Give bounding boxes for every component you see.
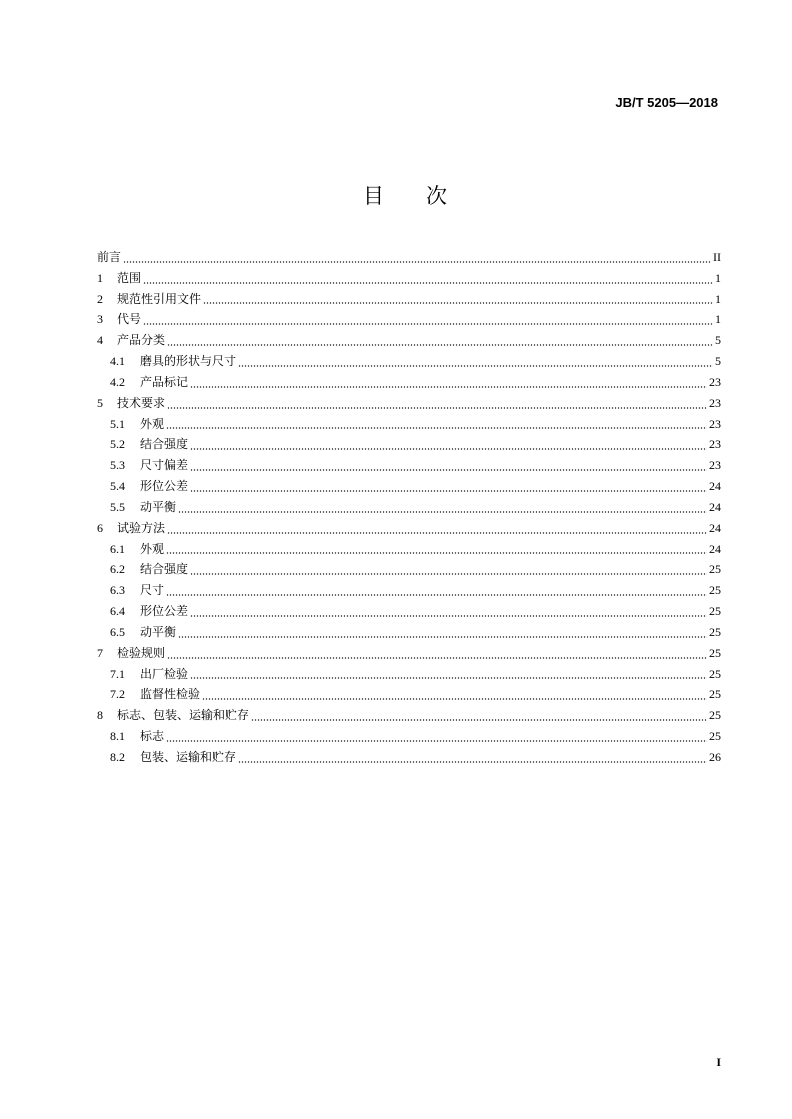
toc-entry-title: 结合强度 xyxy=(140,562,189,577)
toc-entry-number: 6 xyxy=(97,520,103,535)
toc-entry xyxy=(97,539,721,560)
toc-leader-dots xyxy=(190,469,707,471)
toc-entry xyxy=(97,726,721,747)
toc-entry-number: 5 xyxy=(97,395,103,410)
table-of-contents xyxy=(97,247,721,768)
toc-leader-dots xyxy=(167,407,707,409)
toc-leader-dots xyxy=(190,386,707,388)
toc-entry-number: 5.3 xyxy=(110,458,125,473)
toc-leader-dots xyxy=(203,302,713,304)
toc-leader-dots xyxy=(178,636,707,638)
toc-entry-title: 动平衡 xyxy=(140,499,177,514)
toc-leader-dots xyxy=(143,282,713,284)
toc-entry-title: 产品标记 xyxy=(140,374,189,389)
toc-entry xyxy=(97,476,721,497)
toc-entry xyxy=(97,580,721,601)
toc-entry-page: 26 xyxy=(709,749,721,764)
toc-entry xyxy=(97,705,721,726)
toc-leader-dots xyxy=(123,261,711,263)
toc-entry-page: 25 xyxy=(709,562,721,577)
toc-entry-page: 25 xyxy=(709,708,721,723)
toc-entry xyxy=(97,268,721,289)
toc-entry-number: 5.5 xyxy=(110,499,125,514)
toc-entry-number: 4.2 xyxy=(110,374,125,389)
toc-leader-dots xyxy=(166,552,707,554)
toc-entry-page: 25 xyxy=(709,687,721,702)
toc-entry-title: 规范性引用文件 xyxy=(117,291,202,306)
toc-entry xyxy=(97,330,721,351)
toc-entry-number: 1 xyxy=(97,270,103,285)
toc-leader-dots xyxy=(167,657,707,659)
toc-entry-number: 8.2 xyxy=(110,749,125,764)
toc-entry xyxy=(97,309,721,330)
toc-entry-number: 2 xyxy=(97,291,103,306)
toc-entry xyxy=(97,289,721,310)
toc-entry-title: 形位公差 xyxy=(140,479,189,494)
toc-entry-number: 8 xyxy=(97,708,103,723)
toc-entry xyxy=(97,414,721,435)
toc-entry-title: 标志 xyxy=(140,729,165,744)
toc-leader-dots xyxy=(166,594,707,596)
toc-entry xyxy=(97,643,721,664)
toc-entry-title: 标志、包装、运输和贮存 xyxy=(117,708,250,723)
toc-leader-dots xyxy=(190,677,707,679)
toc-leader-dots xyxy=(238,761,707,763)
toc-entry-page: 25 xyxy=(709,624,721,639)
toc-entry-number: 6.2 xyxy=(110,562,125,577)
toc-leader-dots xyxy=(167,532,707,534)
toc-entry xyxy=(97,351,721,372)
toc-entry-page: 23 xyxy=(709,458,721,473)
toc-entry-title: 监督性检验 xyxy=(140,687,201,702)
page-title: 目 次 xyxy=(363,184,447,208)
toc-entry-page: 25 xyxy=(709,604,721,619)
toc-entry xyxy=(97,434,721,455)
toc-entry-page: 24 xyxy=(709,541,721,556)
toc-entry-number: 3 xyxy=(97,312,103,327)
toc-entry-title: 技术要求 xyxy=(117,395,166,410)
toc-entry-title: 动平衡 xyxy=(140,624,177,639)
toc-entry-page: 25 xyxy=(709,645,721,660)
toc-entry xyxy=(97,622,721,643)
toc-entry xyxy=(97,747,721,768)
toc-entry-title: 结合强度 xyxy=(140,437,189,452)
toc-entry-title: 代号 xyxy=(117,312,142,327)
toc-entry xyxy=(97,601,721,622)
toc-entry xyxy=(97,518,721,539)
toc-leader-dots xyxy=(166,740,707,742)
toc-entry-number: 6.1 xyxy=(110,541,125,556)
page-number: I xyxy=(716,1055,721,1069)
toc-leader-dots xyxy=(190,448,707,450)
toc-entry-title: 外观 xyxy=(140,416,165,431)
toc-entry-number: 6.3 xyxy=(110,583,125,598)
toc-entry-page: 1 xyxy=(715,270,721,285)
toc-entry-page: 23 xyxy=(709,374,721,389)
toc-entry-number: 7 xyxy=(97,645,103,660)
toc-entry-page: 5 xyxy=(715,333,721,348)
toc-entry-page: 25 xyxy=(709,729,721,744)
toc-entry xyxy=(97,684,721,705)
toc-entry xyxy=(97,497,721,518)
toc-leader-dots xyxy=(190,615,707,617)
toc-entry-title: 包装、运输和贮存 xyxy=(140,749,237,764)
toc-leader-dots xyxy=(167,344,713,346)
toc-entry-title: 前言 xyxy=(97,250,122,264)
toc-entry-number: 4.1 xyxy=(110,354,125,369)
toc-entry-number: 6.4 xyxy=(110,604,125,619)
toc-entry-page: 23 xyxy=(709,416,721,431)
toc-entry-title: 范围 xyxy=(117,270,142,285)
toc-entry-number: 6.5 xyxy=(110,624,125,639)
toc-entry-title: 出厂检验 xyxy=(140,666,189,681)
toc-entry-page: 23 xyxy=(709,437,721,452)
toc-entry-page: 1 xyxy=(715,291,721,306)
toc-entry xyxy=(97,247,721,268)
toc-leader-dots xyxy=(202,698,707,700)
toc-entry-number: 8.1 xyxy=(110,729,125,744)
toc-entry-number: 5.4 xyxy=(110,479,125,494)
toc-leader-dots xyxy=(178,511,707,513)
toc-entry-number: 7.2 xyxy=(110,687,125,702)
toc-entry-title: 试验方法 xyxy=(117,520,166,535)
toc-entry-title: 磨具的形状与尺寸 xyxy=(140,354,237,369)
toc-entry-page: 25 xyxy=(709,583,721,598)
toc-entry-title: 产品分类 xyxy=(117,333,166,348)
toc-entry-number: 4 xyxy=(97,333,103,348)
toc-entry-number: 7.1 xyxy=(110,666,125,681)
toc-entry xyxy=(97,455,721,476)
toc-leader-dots xyxy=(251,719,707,721)
toc-entry-page: 25 xyxy=(709,666,721,681)
toc-entry-page: 24 xyxy=(709,499,721,514)
document-number: JB/T 5205—2018 xyxy=(615,95,718,110)
toc-entry-number: 5.2 xyxy=(110,437,125,452)
toc-entry-page: 1 xyxy=(715,312,721,327)
toc-entry-title: 检验规则 xyxy=(117,645,166,660)
toc-leader-dots xyxy=(190,573,707,575)
toc-entry-title: 形位公差 xyxy=(140,604,189,619)
toc-entry xyxy=(97,664,721,685)
toc-entry xyxy=(97,372,721,393)
toc-entry-title: 外观 xyxy=(140,541,165,556)
toc-leader-dots xyxy=(190,490,707,492)
toc-leader-dots xyxy=(238,365,713,367)
toc-entry-title: 尺寸偏差 xyxy=(140,458,189,473)
toc-leader-dots xyxy=(143,323,713,325)
toc-entry xyxy=(97,393,721,414)
toc-entry-page: 23 xyxy=(709,395,721,410)
toc-entry-number: 5.1 xyxy=(110,416,125,431)
toc-entry-title: 尺寸 xyxy=(140,583,165,598)
toc-entry-page: 24 xyxy=(709,479,721,494)
toc-entry-page: II xyxy=(713,250,721,264)
toc-entry xyxy=(97,559,721,580)
toc-leader-dots xyxy=(166,427,707,429)
toc-entry-page: 5 xyxy=(715,354,721,369)
toc-entry-page: 24 xyxy=(709,520,721,535)
